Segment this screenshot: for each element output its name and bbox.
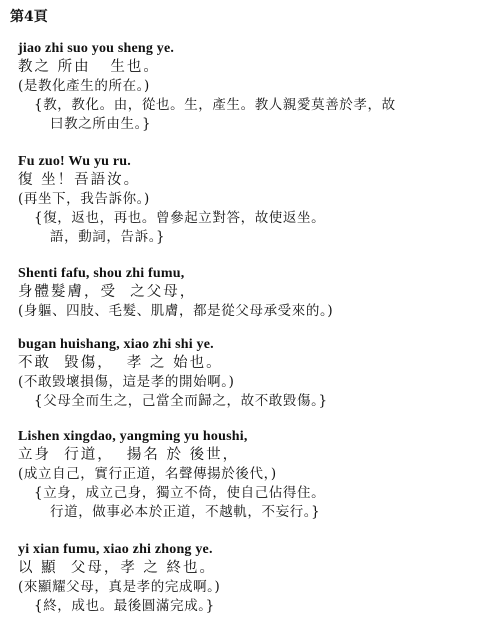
verse-section xyxy=(18,153,488,247)
annotation-line: 語，動詞，告訴。} xyxy=(50,229,166,245)
annotation-line: {父母全而生之，己當全而歸之，故不敢毀傷。} xyxy=(34,393,328,409)
annotation-line: {復，返也，再也。曾參起立對答，故使返坐。 xyxy=(34,210,326,226)
pinyin-line: Lishen xingdao, yangming yu houshi, xyxy=(18,429,248,444)
verse-section xyxy=(18,40,488,134)
verse-section xyxy=(18,336,488,411)
annotation-line: 曰教之所由生。} xyxy=(50,116,152,132)
annotation-line: 行道，做事必本於正道，不越軌，不妄行。} xyxy=(50,504,321,520)
pinyin-line: Fu zuo! Wu yu ru. xyxy=(18,154,131,169)
pinyin-line: yi xian fumu, xiao zhi zhong ye. xyxy=(18,542,213,557)
pinyin-line: jiao zhi suo you sheng ye. xyxy=(18,41,175,56)
chinese-text-line: 復 坐！吾語汝。 xyxy=(18,172,141,188)
verse-section xyxy=(18,265,488,321)
pinyin-line: bugan huishang, xiao zhi shi ye. xyxy=(18,337,214,352)
chinese-text-line: 教之 所由 生也。 xyxy=(18,59,160,75)
translation-line: (成立自己，實行正道，名聲傳揚於後代，) xyxy=(18,466,277,482)
translation-line: (再坐下，我告訴你。) xyxy=(18,191,150,207)
page-number-label: 第4頁 xyxy=(10,9,48,25)
translation-line: (不敢毀壞損傷，這是孝的開始啊。) xyxy=(18,374,235,390)
annotation-line: {終，成也。最後圓滿完成。} xyxy=(34,598,215,614)
pinyin-line: Shenti fafu, shou zhi fumu, xyxy=(18,266,185,281)
annotation-line: {教，教化。由，從也。生，產生。教人親愛莫善於孝，故 xyxy=(34,97,396,113)
verse-section xyxy=(18,428,488,522)
chinese-text-line: 以 顯 父母，孝 之 終也。 xyxy=(18,560,217,576)
chinese-text-line: 不敢 毀傷， 孝 之 始也。 xyxy=(18,355,223,371)
translation-line: (是教化產生的所在。) xyxy=(18,78,150,94)
translation-line: (來顯耀父母，真是孝的完成啊。) xyxy=(18,579,221,595)
verse-section xyxy=(18,541,488,616)
translation-line: (身軀、四肢、毛髮、肌膚，都是從父母承受來的。) xyxy=(18,303,334,319)
chinese-text-line: 身體髮膚，受 之父母， xyxy=(18,284,197,300)
chinese-text-line: 立身 行道， 揚名 於 後世， xyxy=(18,447,240,463)
annotation-line: {立身，成立己身，獨立不倚，使自己佔得住。 xyxy=(34,485,326,501)
